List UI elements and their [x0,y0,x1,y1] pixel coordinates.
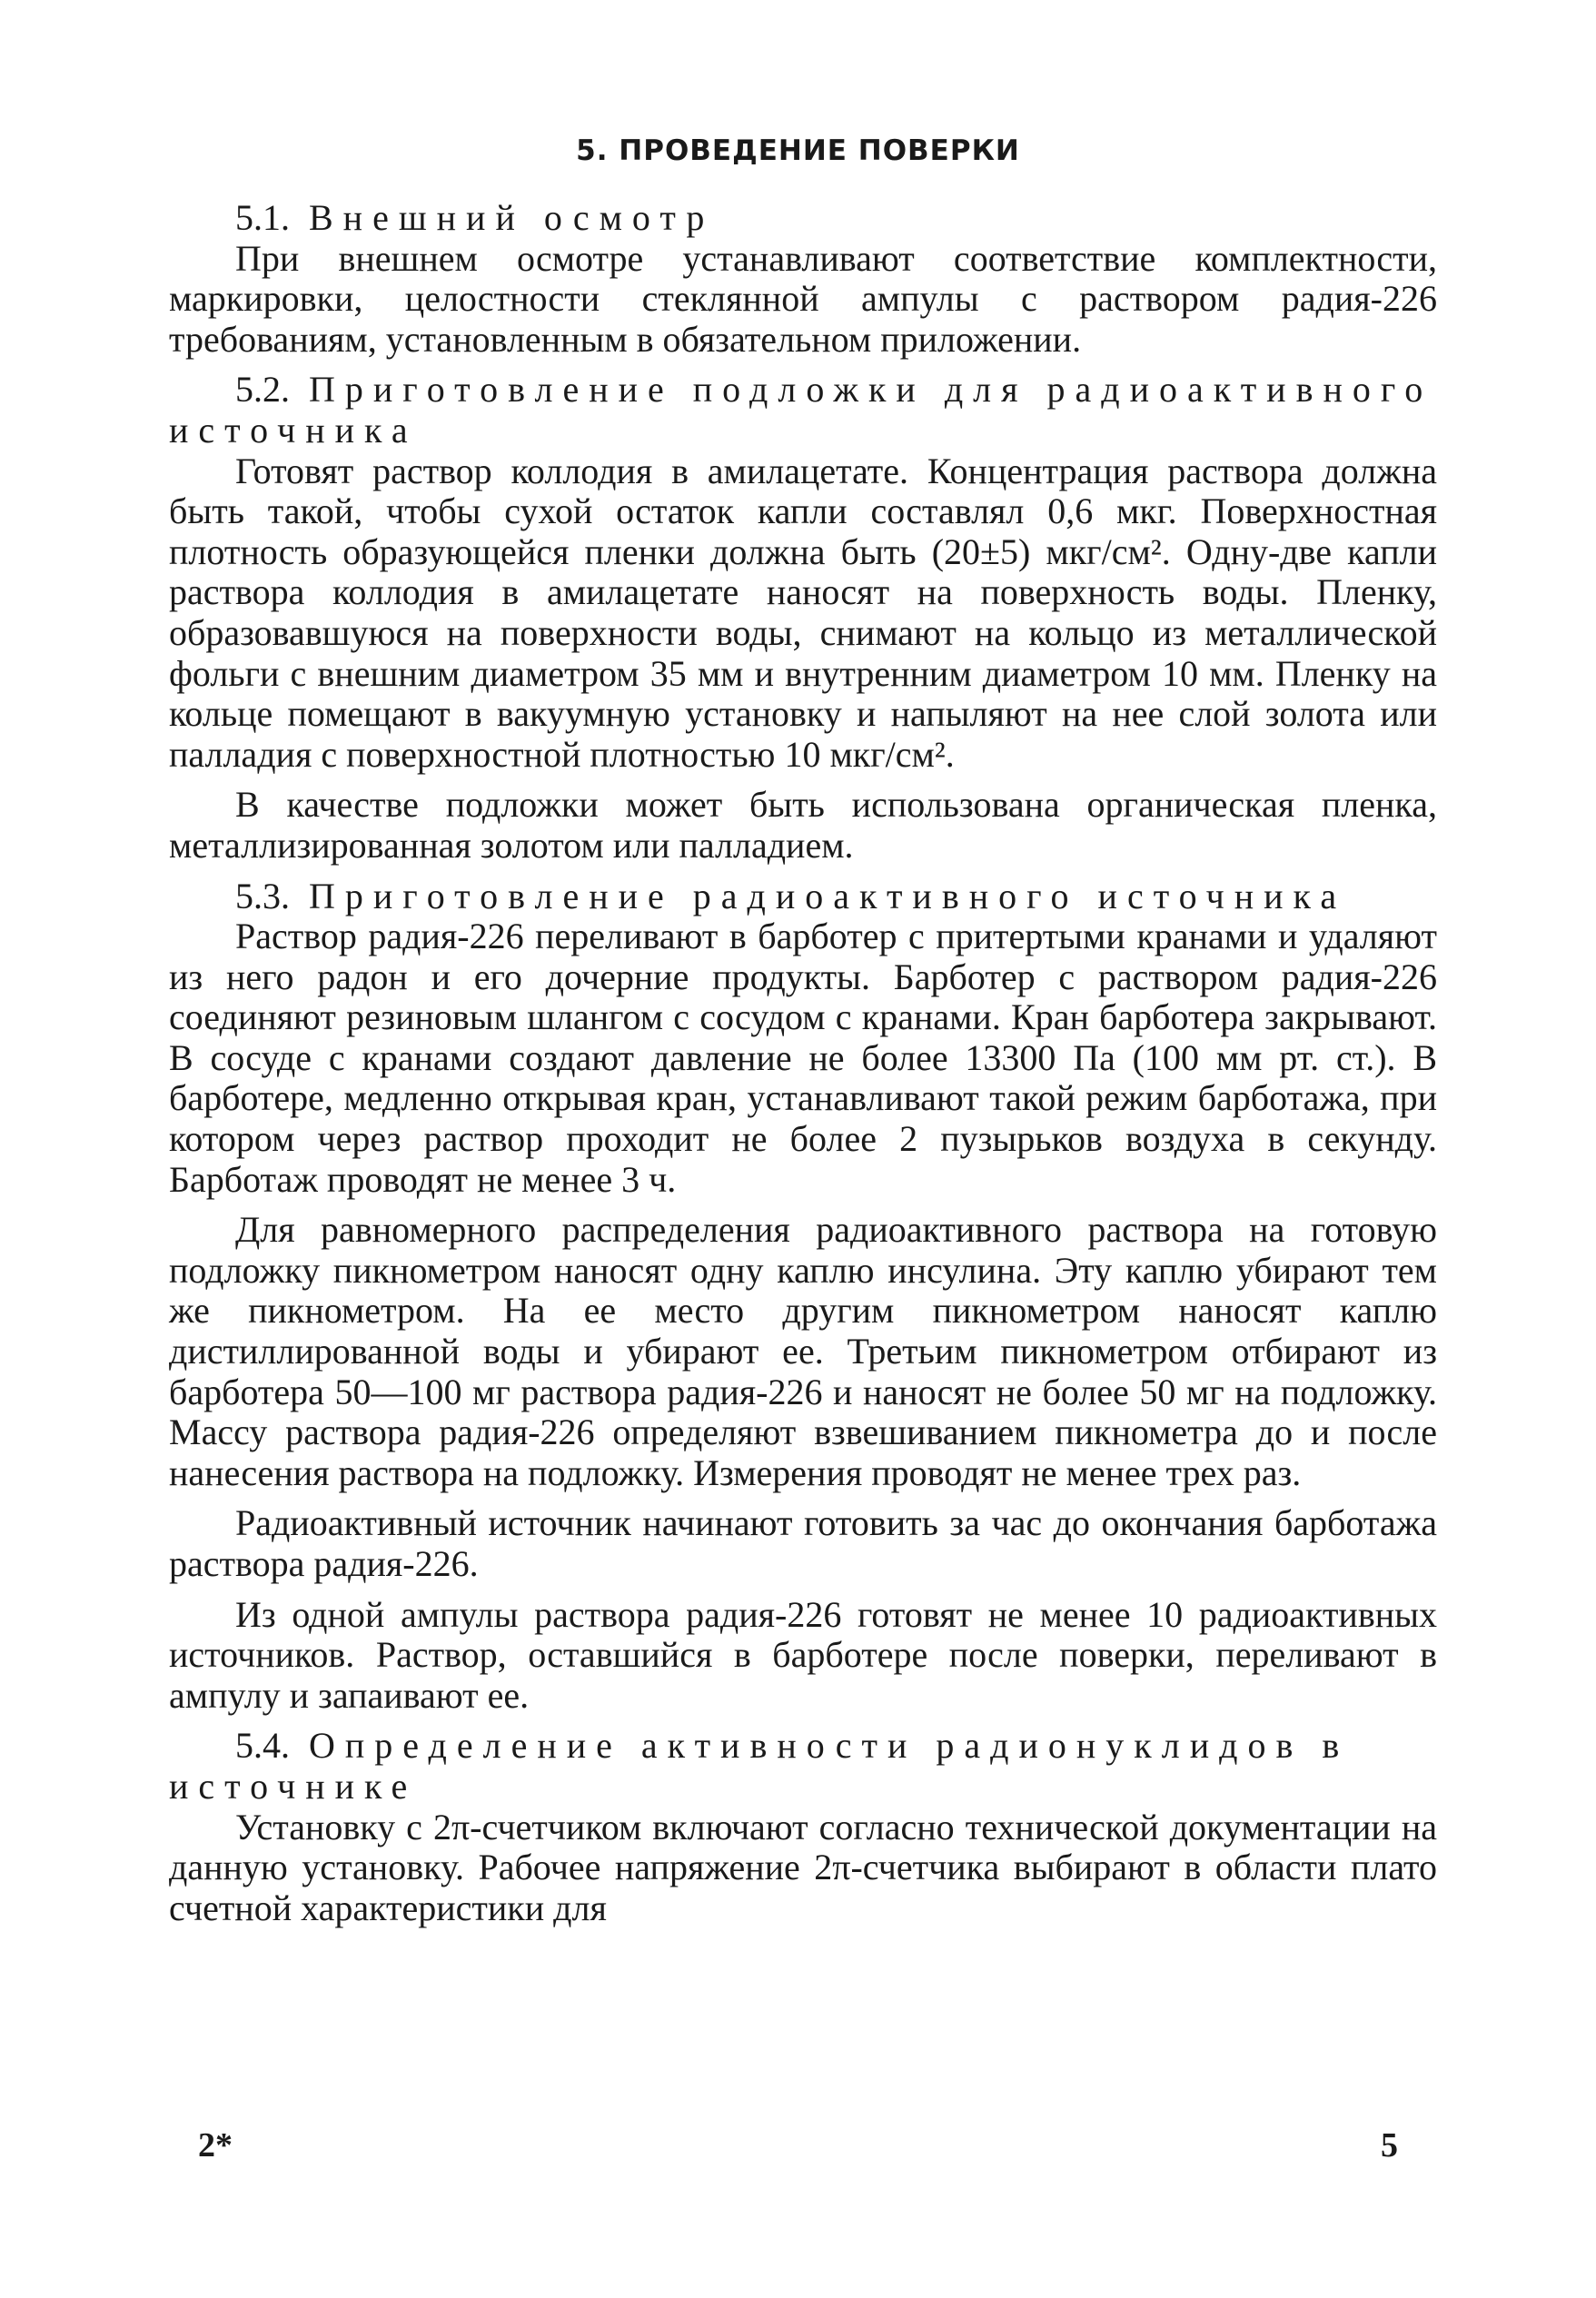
paragraph: В качестве подложки может быть использована органическая пленка, металлизированная золотом или палладием. [169,784,1437,866]
paragraph: Радиоактивный источник начинают готовить за час до окончания барботажа раствора радия-226. [169,1502,1437,1584]
subsection-title: Определение активности радионуклидов в источнике [169,1725,1350,1807]
subsection-title: Приготовление радиоактивного источника [309,875,1347,916]
subsection-title-5-4 [169,1726,1437,1807]
subsection-title-5-1 [169,198,1437,239]
subsection-title-5-2 [169,370,1437,451]
paragraph: Установку с 2π-счетчиком включают согласно технической документации на данную установку. Рабочее напряжение 2π-счетчика выбирают в области плато счетной характеристики для [169,1806,1437,1928]
page-number: 5 [1381,2126,1398,2164]
subsection-number: 5.2. [235,369,290,411]
subsection-number: 5.3. [235,875,290,916]
subsection-number: 5.4. [235,1725,290,1767]
section-heading: 5. ПРОВЕДЕНИЕ ПОВЕРКИ [576,134,1020,167]
subsection-title: Приготовление подложки для радиоактивного источника [169,369,1433,451]
subsection-number: 5.1. [235,197,290,238]
body-text [169,198,1437,1928]
paragraph: Раствор радия-226 переливают в барботер с притертыми кранами и удаляют из него радон и его дочерние продукты. Барботер с раствором радия-226 соединяют резиновым шлангом с сосудом с кранами. Кран барботера закрывают. В сосуде с кранами создают давление не более 13300 Па (100 мм рт. ст.). В барботере, медленно открывая кран, устанавливают такой режим барботажа, при котором через раствор проходит не более 2 пузырьков воздуха в секунду. Барботаж проводят не менее 3 ч. [169,916,1437,1200]
subsection-title: Внешний осмотр [309,197,715,238]
signature-mark: 2* [198,2126,233,2164]
paragraph: При внешнем осмотре устанавливают соответствие комплектности, маркировки, целостности стеклянной ампулы с раствором радия-226 требованиям, установленным в обязательном приложении. [169,237,1437,360]
subsection-title-5-3 [169,877,1437,917]
paragraph: Из одной ампулы раствора радия-226 готовят не менее 10 радиоактивных источников. Раствор, оставшийся в барботере после поверки, переливают в ампулу и запаивают ее. [169,1593,1437,1716]
paragraph: Готовят раствор коллодия в амилацетате. Концентрация раствора должна быть такой, чтобы сухой остаток капли составлял 0,6 мкг. Поверхностная плотность образующейся пленки должна быть (20±5) мкг/см². Одну-две капли раствора коллодия в амилацетате наносят на поверхность воды. Пленку, образовавшуюся на поверхности воды, снимают на кольцо из металлической фольги с внешним диаметром 35 мм и внутренним диаметром 10 мм. Пленку на кольце помещают в вакуумную установку и напыляют на нее слой золота или палладия с поверхностной плотностью 10 мкг/см². [169,450,1437,775]
paragraph: Для равномерного распределения радиоактивного раствора на готовую подложку пикнометром наносят одну каплю инсулина. Эту каплю убирают тем же пикнометром. На ее место другим пикнометром наносят каплю дистиллированной воды и убирают ее. Третьим пикнометром отбирают из барботера 50—100 мг раствора радия-226 и наносят не более 50 мг на подложку. Массу раствора радия-226 определяют взвешиванием пикнометра до и после нанесения раствора на подложку. Измерения проводят не менее трех раз. [169,1209,1437,1493]
